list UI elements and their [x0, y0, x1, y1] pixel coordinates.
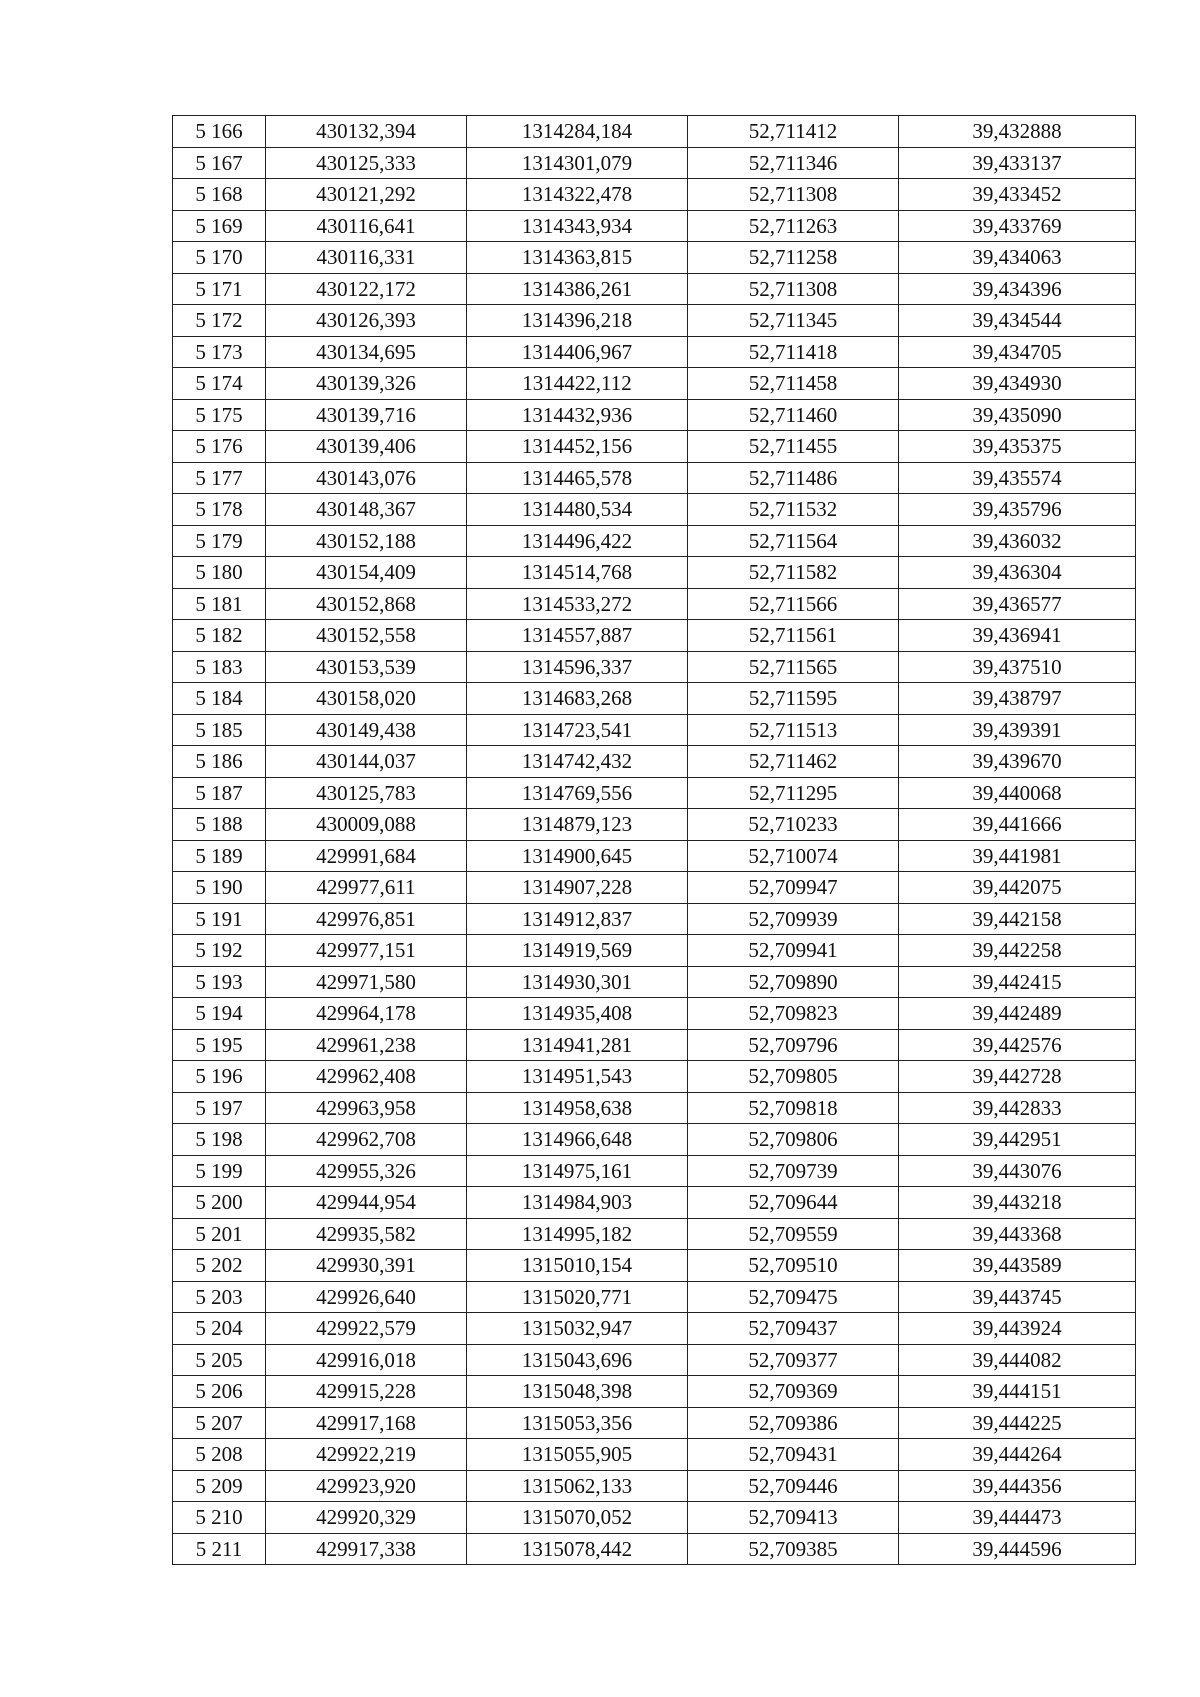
y-coordinate-cell: 1314557,887	[467, 620, 688, 652]
table-row	[173, 872, 1136, 904]
longitude-cell: 39,442415	[899, 966, 1136, 998]
x-coordinate-cell: 429964,178	[266, 998, 467, 1030]
point-number-cell: 5 194	[173, 998, 266, 1030]
table-row	[173, 1281, 1136, 1313]
latitude-cell: 52,711308	[688, 273, 899, 305]
longitude-cell: 39,435574	[899, 462, 1136, 494]
longitude-cell: 39,444473	[899, 1502, 1136, 1534]
point-number-cell: 5 179	[173, 525, 266, 557]
table-row	[173, 1407, 1136, 1439]
table-row	[173, 1344, 1136, 1376]
point-number-cell: 5 202	[173, 1250, 266, 1282]
y-coordinate-cell: 1314422,112	[467, 368, 688, 400]
table-row	[173, 620, 1136, 652]
x-coordinate-cell: 429963,958	[266, 1092, 467, 1124]
point-number-cell: 5 172	[173, 305, 266, 337]
table-row	[173, 1250, 1136, 1282]
latitude-cell: 52,711486	[688, 462, 899, 494]
latitude-cell: 52,711295	[688, 777, 899, 809]
latitude-cell: 52,709941	[688, 935, 899, 967]
latitude-cell: 52,709796	[688, 1029, 899, 1061]
point-number-cell: 5 166	[173, 116, 266, 148]
point-number-cell: 5 203	[173, 1281, 266, 1313]
table-row	[173, 809, 1136, 841]
y-coordinate-cell: 1314301,079	[467, 147, 688, 179]
point-number-cell: 5 183	[173, 651, 266, 683]
y-coordinate-cell: 1314958,638	[467, 1092, 688, 1124]
table-row	[173, 557, 1136, 589]
table-row	[173, 399, 1136, 431]
latitude-cell: 52,711418	[688, 336, 899, 368]
latitude-cell: 52,711582	[688, 557, 899, 589]
x-coordinate-cell: 429917,168	[266, 1407, 467, 1439]
y-coordinate-cell: 1314683,268	[467, 683, 688, 715]
longitude-cell: 39,444356	[899, 1470, 1136, 1502]
longitude-cell: 39,435375	[899, 431, 1136, 463]
longitude-cell: 39,444596	[899, 1533, 1136, 1565]
point-number-cell: 5 211	[173, 1533, 266, 1565]
point-number-cell: 5 186	[173, 746, 266, 778]
table-row	[173, 966, 1136, 998]
point-number-cell: 5 181	[173, 588, 266, 620]
latitude-cell: 52,711460	[688, 399, 899, 431]
y-coordinate-cell: 1314496,422	[467, 525, 688, 557]
latitude-cell: 52,709475	[688, 1281, 899, 1313]
table-row	[173, 1029, 1136, 1061]
latitude-cell: 52,709805	[688, 1061, 899, 1093]
x-coordinate-cell: 430122,172	[266, 273, 467, 305]
latitude-cell: 52,709377	[688, 1344, 899, 1376]
latitude-cell: 52,711532	[688, 494, 899, 526]
latitude-cell: 52,709806	[688, 1124, 899, 1156]
latitude-cell: 52,709890	[688, 966, 899, 998]
latitude-cell: 52,709644	[688, 1187, 899, 1219]
table-row	[173, 683, 1136, 715]
table-row	[173, 431, 1136, 463]
x-coordinate-cell: 429915,228	[266, 1376, 467, 1408]
table-row	[173, 1124, 1136, 1156]
x-coordinate-cell: 429961,238	[266, 1029, 467, 1061]
y-coordinate-cell: 1314941,281	[467, 1029, 688, 1061]
latitude-cell: 52,711566	[688, 588, 899, 620]
y-coordinate-cell: 1314596,337	[467, 651, 688, 683]
point-number-cell: 5 170	[173, 242, 266, 274]
coordinates-table	[172, 115, 1136, 1565]
longitude-cell: 39,444264	[899, 1439, 1136, 1471]
point-number-cell: 5 177	[173, 462, 266, 494]
latitude-cell: 52,711346	[688, 147, 899, 179]
y-coordinate-cell: 1314995,182	[467, 1218, 688, 1250]
table-row	[173, 1376, 1136, 1408]
y-coordinate-cell: 1314386,261	[467, 273, 688, 305]
y-coordinate-cell: 1315055,905	[467, 1439, 688, 1471]
x-coordinate-cell: 430139,326	[266, 368, 467, 400]
point-number-cell: 5 168	[173, 179, 266, 211]
x-coordinate-cell: 429944,954	[266, 1187, 467, 1219]
y-coordinate-cell: 1314975,161	[467, 1155, 688, 1187]
coordinates-table-body	[173, 116, 1136, 1565]
longitude-cell: 39,443368	[899, 1218, 1136, 1250]
longitude-cell: 39,442576	[899, 1029, 1136, 1061]
point-number-cell: 5 206	[173, 1376, 266, 1408]
x-coordinate-cell: 430116,641	[266, 210, 467, 242]
x-coordinate-cell: 429922,219	[266, 1439, 467, 1471]
table-row	[173, 1502, 1136, 1534]
point-number-cell: 5 188	[173, 809, 266, 841]
latitude-cell: 52,711455	[688, 431, 899, 463]
latitude-cell: 52,709369	[688, 1376, 899, 1408]
point-number-cell: 5 167	[173, 147, 266, 179]
longitude-cell: 39,442489	[899, 998, 1136, 1030]
table-row	[173, 777, 1136, 809]
x-coordinate-cell: 430134,695	[266, 336, 467, 368]
point-number-cell: 5 208	[173, 1439, 266, 1471]
x-coordinate-cell: 430132,394	[266, 116, 467, 148]
latitude-cell: 52,709823	[688, 998, 899, 1030]
y-coordinate-cell: 1314465,578	[467, 462, 688, 494]
x-coordinate-cell: 430116,331	[266, 242, 467, 274]
y-coordinate-cell: 1314343,934	[467, 210, 688, 242]
x-coordinate-cell: 430121,292	[266, 179, 467, 211]
latitude-cell: 52,711263	[688, 210, 899, 242]
latitude-cell: 52,711345	[688, 305, 899, 337]
point-number-cell: 5 174	[173, 368, 266, 400]
y-coordinate-cell: 1315020,771	[467, 1281, 688, 1313]
y-coordinate-cell: 1315010,154	[467, 1250, 688, 1282]
table-row	[173, 651, 1136, 683]
latitude-cell: 52,709437	[688, 1313, 899, 1345]
point-number-cell: 5 201	[173, 1218, 266, 1250]
x-coordinate-cell: 430125,783	[266, 777, 467, 809]
longitude-cell: 39,443924	[899, 1313, 1136, 1345]
longitude-cell: 39,442951	[899, 1124, 1136, 1156]
y-coordinate-cell: 1315043,696	[467, 1344, 688, 1376]
longitude-cell: 39,432888	[899, 116, 1136, 148]
point-number-cell: 5 189	[173, 840, 266, 872]
x-coordinate-cell: 430149,438	[266, 714, 467, 746]
longitude-cell: 39,435796	[899, 494, 1136, 526]
latitude-cell: 52,710233	[688, 809, 899, 841]
y-coordinate-cell: 1314879,123	[467, 809, 688, 841]
x-coordinate-cell: 429922,579	[266, 1313, 467, 1345]
longitude-cell: 39,436577	[899, 588, 1136, 620]
x-coordinate-cell: 429926,640	[266, 1281, 467, 1313]
y-coordinate-cell: 1314480,534	[467, 494, 688, 526]
y-coordinate-cell: 1314406,967	[467, 336, 688, 368]
x-coordinate-cell: 429976,851	[266, 903, 467, 935]
latitude-cell: 52,709939	[688, 903, 899, 935]
table-row	[173, 525, 1136, 557]
y-coordinate-cell: 1314966,648	[467, 1124, 688, 1156]
x-coordinate-cell: 430154,409	[266, 557, 467, 589]
latitude-cell: 52,709413	[688, 1502, 899, 1534]
longitude-cell: 39,434705	[899, 336, 1136, 368]
x-coordinate-cell: 429923,920	[266, 1470, 467, 1502]
y-coordinate-cell: 1314452,156	[467, 431, 688, 463]
longitude-cell: 39,436304	[899, 557, 1136, 589]
table-row	[173, 368, 1136, 400]
latitude-cell: 52,711308	[688, 179, 899, 211]
table-row	[173, 179, 1136, 211]
table-row	[173, 1439, 1136, 1471]
point-number-cell: 5 169	[173, 210, 266, 242]
point-number-cell: 5 207	[173, 1407, 266, 1439]
longitude-cell: 39,442258	[899, 935, 1136, 967]
longitude-cell: 39,438797	[899, 683, 1136, 715]
y-coordinate-cell: 1314514,768	[467, 557, 688, 589]
point-number-cell: 5 173	[173, 336, 266, 368]
table-row	[173, 840, 1136, 872]
table-row	[173, 714, 1136, 746]
y-coordinate-cell: 1314912,837	[467, 903, 688, 935]
x-coordinate-cell: 430148,367	[266, 494, 467, 526]
y-coordinate-cell: 1314742,432	[467, 746, 688, 778]
longitude-cell: 39,440068	[899, 777, 1136, 809]
table-row	[173, 1061, 1136, 1093]
point-number-cell: 5 171	[173, 273, 266, 305]
longitude-cell: 39,442833	[899, 1092, 1136, 1124]
x-coordinate-cell: 430144,037	[266, 746, 467, 778]
longitude-cell: 39,441981	[899, 840, 1136, 872]
longitude-cell: 39,434930	[899, 368, 1136, 400]
longitude-cell: 39,442075	[899, 872, 1136, 904]
y-coordinate-cell: 1315048,398	[467, 1376, 688, 1408]
x-coordinate-cell: 429930,391	[266, 1250, 467, 1282]
table-row	[173, 1218, 1136, 1250]
latitude-cell: 52,709446	[688, 1470, 899, 1502]
x-coordinate-cell: 430139,716	[266, 399, 467, 431]
x-coordinate-cell: 429962,408	[266, 1061, 467, 1093]
point-number-cell: 5 184	[173, 683, 266, 715]
x-coordinate-cell: 429916,018	[266, 1344, 467, 1376]
x-coordinate-cell: 430152,868	[266, 588, 467, 620]
longitude-cell: 39,443589	[899, 1250, 1136, 1282]
point-number-cell: 5 196	[173, 1061, 266, 1093]
point-number-cell: 5 175	[173, 399, 266, 431]
longitude-cell: 39,433137	[899, 147, 1136, 179]
longitude-cell: 39,433769	[899, 210, 1136, 242]
point-number-cell: 5 195	[173, 1029, 266, 1061]
longitude-cell: 39,444082	[899, 1344, 1136, 1376]
x-coordinate-cell: 430009,088	[266, 809, 467, 841]
x-coordinate-cell: 430152,558	[266, 620, 467, 652]
table-row	[173, 1187, 1136, 1219]
longitude-cell: 39,439670	[899, 746, 1136, 778]
y-coordinate-cell: 1314951,543	[467, 1061, 688, 1093]
x-coordinate-cell: 429920,329	[266, 1502, 467, 1534]
table-row	[173, 1313, 1136, 1345]
table-row	[173, 1155, 1136, 1187]
latitude-cell: 52,709818	[688, 1092, 899, 1124]
table-row	[173, 273, 1136, 305]
latitude-cell: 52,709947	[688, 872, 899, 904]
point-number-cell: 5 176	[173, 431, 266, 463]
point-number-cell: 5 187	[173, 777, 266, 809]
point-number-cell: 5 182	[173, 620, 266, 652]
table-row	[173, 305, 1136, 337]
latitude-cell: 52,711595	[688, 683, 899, 715]
latitude-cell: 52,711564	[688, 525, 899, 557]
table-row	[173, 935, 1136, 967]
point-number-cell: 5 204	[173, 1313, 266, 1345]
latitude-cell: 52,709559	[688, 1218, 899, 1250]
y-coordinate-cell: 1314432,936	[467, 399, 688, 431]
x-coordinate-cell: 429977,611	[266, 872, 467, 904]
table-row	[173, 1092, 1136, 1124]
point-number-cell: 5 210	[173, 1502, 266, 1534]
longitude-cell: 39,443076	[899, 1155, 1136, 1187]
table-row	[173, 1470, 1136, 1502]
longitude-cell: 39,435090	[899, 399, 1136, 431]
longitude-cell: 39,442158	[899, 903, 1136, 935]
x-coordinate-cell: 430126,393	[266, 305, 467, 337]
longitude-cell: 39,443218	[899, 1187, 1136, 1219]
longitude-cell: 39,434063	[899, 242, 1136, 274]
table-row	[173, 147, 1136, 179]
latitude-cell: 52,711513	[688, 714, 899, 746]
latitude-cell: 52,711458	[688, 368, 899, 400]
table-row	[173, 462, 1136, 494]
table-row	[173, 746, 1136, 778]
latitude-cell: 52,709431	[688, 1439, 899, 1471]
latitude-cell: 52,711462	[688, 746, 899, 778]
y-coordinate-cell: 1314769,556	[467, 777, 688, 809]
y-coordinate-cell: 1314723,541	[467, 714, 688, 746]
x-coordinate-cell: 430139,406	[266, 431, 467, 463]
table-row	[173, 336, 1136, 368]
y-coordinate-cell: 1314935,408	[467, 998, 688, 1030]
table-row	[173, 494, 1136, 526]
table-row	[173, 1533, 1136, 1565]
latitude-cell: 52,709385	[688, 1533, 899, 1565]
x-coordinate-cell: 429955,326	[266, 1155, 467, 1187]
x-coordinate-cell: 430125,333	[266, 147, 467, 179]
y-coordinate-cell: 1314396,218	[467, 305, 688, 337]
latitude-cell: 52,711258	[688, 242, 899, 274]
point-number-cell: 5 205	[173, 1344, 266, 1376]
y-coordinate-cell: 1314284,184	[467, 116, 688, 148]
y-coordinate-cell: 1315053,356	[467, 1407, 688, 1439]
y-coordinate-cell: 1314322,478	[467, 179, 688, 211]
x-coordinate-cell: 429917,338	[266, 1533, 467, 1565]
y-coordinate-cell: 1314907,228	[467, 872, 688, 904]
latitude-cell: 52,710074	[688, 840, 899, 872]
latitude-cell: 52,711565	[688, 651, 899, 683]
table-row	[173, 210, 1136, 242]
x-coordinate-cell: 430143,076	[266, 462, 467, 494]
y-coordinate-cell: 1314930,301	[467, 966, 688, 998]
longitude-cell: 39,441666	[899, 809, 1136, 841]
longitude-cell: 39,442728	[899, 1061, 1136, 1093]
x-coordinate-cell: 429935,582	[266, 1218, 467, 1250]
longitude-cell: 39,437510	[899, 651, 1136, 683]
longitude-cell: 39,444225	[899, 1407, 1136, 1439]
y-coordinate-cell: 1314533,272	[467, 588, 688, 620]
x-coordinate-cell: 429977,151	[266, 935, 467, 967]
table-row	[173, 588, 1136, 620]
point-number-cell: 5 192	[173, 935, 266, 967]
latitude-cell: 52,711561	[688, 620, 899, 652]
point-number-cell: 5 178	[173, 494, 266, 526]
longitude-cell: 39,436032	[899, 525, 1136, 557]
y-coordinate-cell: 1315062,133	[467, 1470, 688, 1502]
longitude-cell: 39,444151	[899, 1376, 1136, 1408]
x-coordinate-cell: 430158,020	[266, 683, 467, 715]
point-number-cell: 5 200	[173, 1187, 266, 1219]
table-row	[173, 903, 1136, 935]
latitude-cell: 52,711412	[688, 116, 899, 148]
longitude-cell: 39,443745	[899, 1281, 1136, 1313]
point-number-cell: 5 191	[173, 903, 266, 935]
point-number-cell: 5 197	[173, 1092, 266, 1124]
point-number-cell: 5 199	[173, 1155, 266, 1187]
y-coordinate-cell: 1315032,947	[467, 1313, 688, 1345]
x-coordinate-cell: 430153,539	[266, 651, 467, 683]
latitude-cell: 52,709386	[688, 1407, 899, 1439]
table-row	[173, 116, 1136, 148]
latitude-cell: 52,709739	[688, 1155, 899, 1187]
x-coordinate-cell: 429971,580	[266, 966, 467, 998]
x-coordinate-cell: 430152,188	[266, 525, 467, 557]
longitude-cell: 39,433452	[899, 179, 1136, 211]
point-number-cell: 5 198	[173, 1124, 266, 1156]
y-coordinate-cell: 1315070,052	[467, 1502, 688, 1534]
latitude-cell: 52,709510	[688, 1250, 899, 1282]
table-row	[173, 998, 1136, 1030]
x-coordinate-cell: 429962,708	[266, 1124, 467, 1156]
y-coordinate-cell: 1314984,903	[467, 1187, 688, 1219]
longitude-cell: 39,436941	[899, 620, 1136, 652]
point-number-cell: 5 209	[173, 1470, 266, 1502]
y-coordinate-cell: 1314900,645	[467, 840, 688, 872]
point-number-cell: 5 193	[173, 966, 266, 998]
longitude-cell: 39,439391	[899, 714, 1136, 746]
y-coordinate-cell: 1314919,569	[467, 935, 688, 967]
point-number-cell: 5 180	[173, 557, 266, 589]
point-number-cell: 5 190	[173, 872, 266, 904]
y-coordinate-cell: 1315078,442	[467, 1533, 688, 1565]
table-row	[173, 242, 1136, 274]
x-coordinate-cell: 429991,684	[266, 840, 467, 872]
longitude-cell: 39,434544	[899, 305, 1136, 337]
y-coordinate-cell: 1314363,815	[467, 242, 688, 274]
point-number-cell: 5 185	[173, 714, 266, 746]
longitude-cell: 39,434396	[899, 273, 1136, 305]
